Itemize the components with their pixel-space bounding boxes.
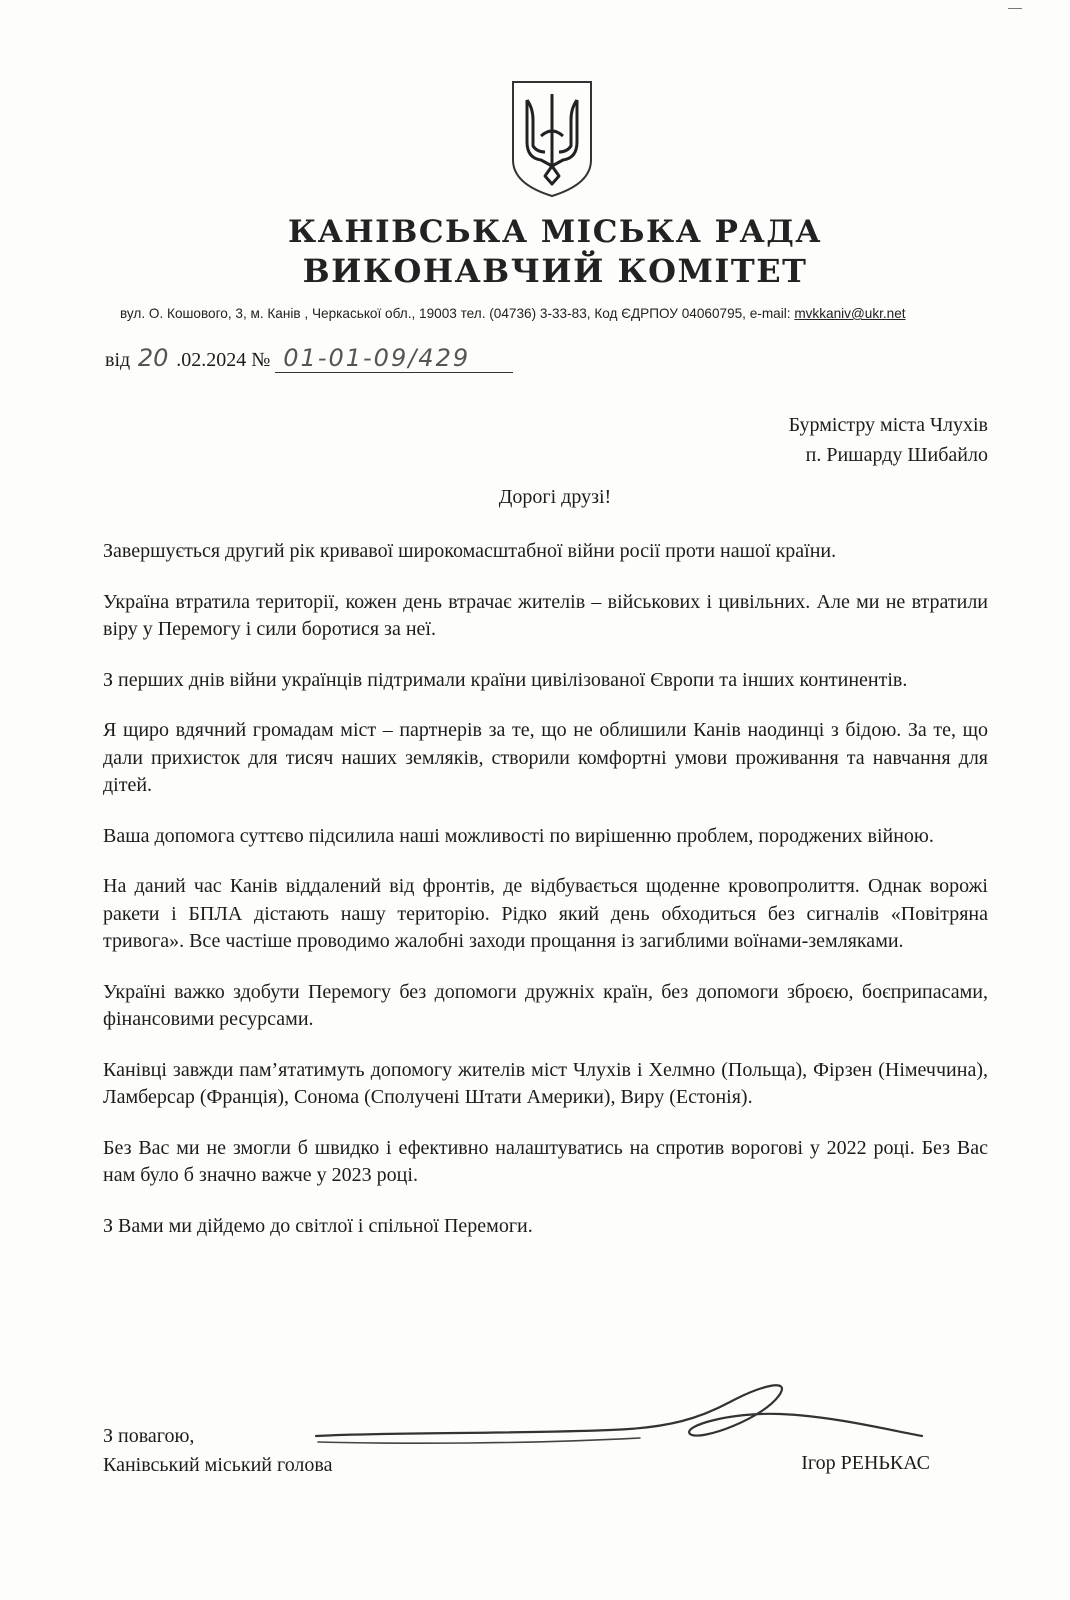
from-label: від (105, 349, 131, 371)
address-line (120, 306, 1000, 321)
org-name-council: КАНІВСЬКА МІСЬКА РАДА (287, 214, 823, 250)
paragraph: На даний час Канів віддалений від фронтів, де відбувається щоденне кровопролиття. Однак ворожі ракети і БПЛА дістають нашу територію. Рідко який день обходиться без сигналів «Повітряна тривога». Все частіше проводимо жалобні заходи прощання із загиблими воїнами-земляками. (103, 875, 988, 952)
handwritten-doc-number: 01-01-09/429 (275, 344, 513, 373)
date-rest: .02.2024 № (176, 349, 271, 371)
recipient-block (789, 410, 988, 470)
paragraph: Україні важко здобути Перемогу без допомоги дружніх країн, без допомоги зброєю, боєприпасами, фінансовими ресурсами. (103, 980, 988, 1030)
paragraph: Я щиро вдячний громадам міст – партнерів за те, що не облишили Канів наодинці з бідою. За те, що дали прихисток для тисяч наших земляків, створили комфортні умови проживання та навчання для дітей. (103, 719, 988, 796)
address-text: вул. О. Кошового, 3, м. Канів , Черкаської обл., 19003 тел. (04736) 3-33-83, Код ЄДРПОУ 04060795, e-mail: (120, 306, 795, 321)
paragraph: З Вами ми дійдемо до світлої і спільної Перемоги. (103, 1214, 533, 1237)
registration-line (105, 344, 513, 373)
letter-body (103, 538, 988, 1263)
paragraph: Україна втратила території, кожен день втрачає жителів – військових і цивільних. Але ми не втратили віру у Перемогу і сили боротися за неї. (103, 590, 988, 640)
closing-block (103, 1422, 332, 1480)
recipient-line-1: Бурмістру міста Члухів (788, 414, 988, 436)
scan-mark (1008, 8, 1022, 15)
email-link[interactable]: mvkkaniv@ukr.net (794, 306, 906, 321)
trident-emblem-icon (511, 80, 593, 198)
recipient-line-2: п. Ришарду Шибайло (805, 444, 988, 466)
paragraph: Завершується другий рік кривавої широкомасштабної війни росії проти нашої країни. (103, 540, 837, 562)
paragraph: Канівці завжди пам’ятатимуть допомогу жителів міст Члухів і Хелмно (Польща), Фірзен (Німеччина), Ламберсар (Франція), Сонома (Сполучені Штати Америки), Виру (Естонія). (103, 1058, 988, 1108)
handwritten-day: 20 (137, 344, 169, 372)
signer-name: Ігор РЕНЬКАС (801, 1452, 930, 1474)
paragraph: Ваша допомога суттєво підсилила наші можливості по вирішенню проблем, породжених війною. (103, 824, 934, 847)
greeting: Дорогі друзі! (498, 486, 612, 508)
handwritten-signature (310, 1372, 930, 1462)
closing-title: Канівський міський голова (103, 1454, 333, 1476)
paragraph: Без Вас ми не змогли б швидко і ефективно налаштуватись на спротив ворогові у 2022 році. Без Вас нам було б значно важче у 2023 році. (103, 1136, 988, 1186)
org-name-committee: ВИКОНАВЧИЙ КОМІТЕТ (302, 252, 808, 290)
paragraph: З перших днів війни українців підтримали країни цивілізованої Європи та інших континентів. (103, 668, 908, 691)
closing-regards: З повагою, (103, 1425, 195, 1447)
